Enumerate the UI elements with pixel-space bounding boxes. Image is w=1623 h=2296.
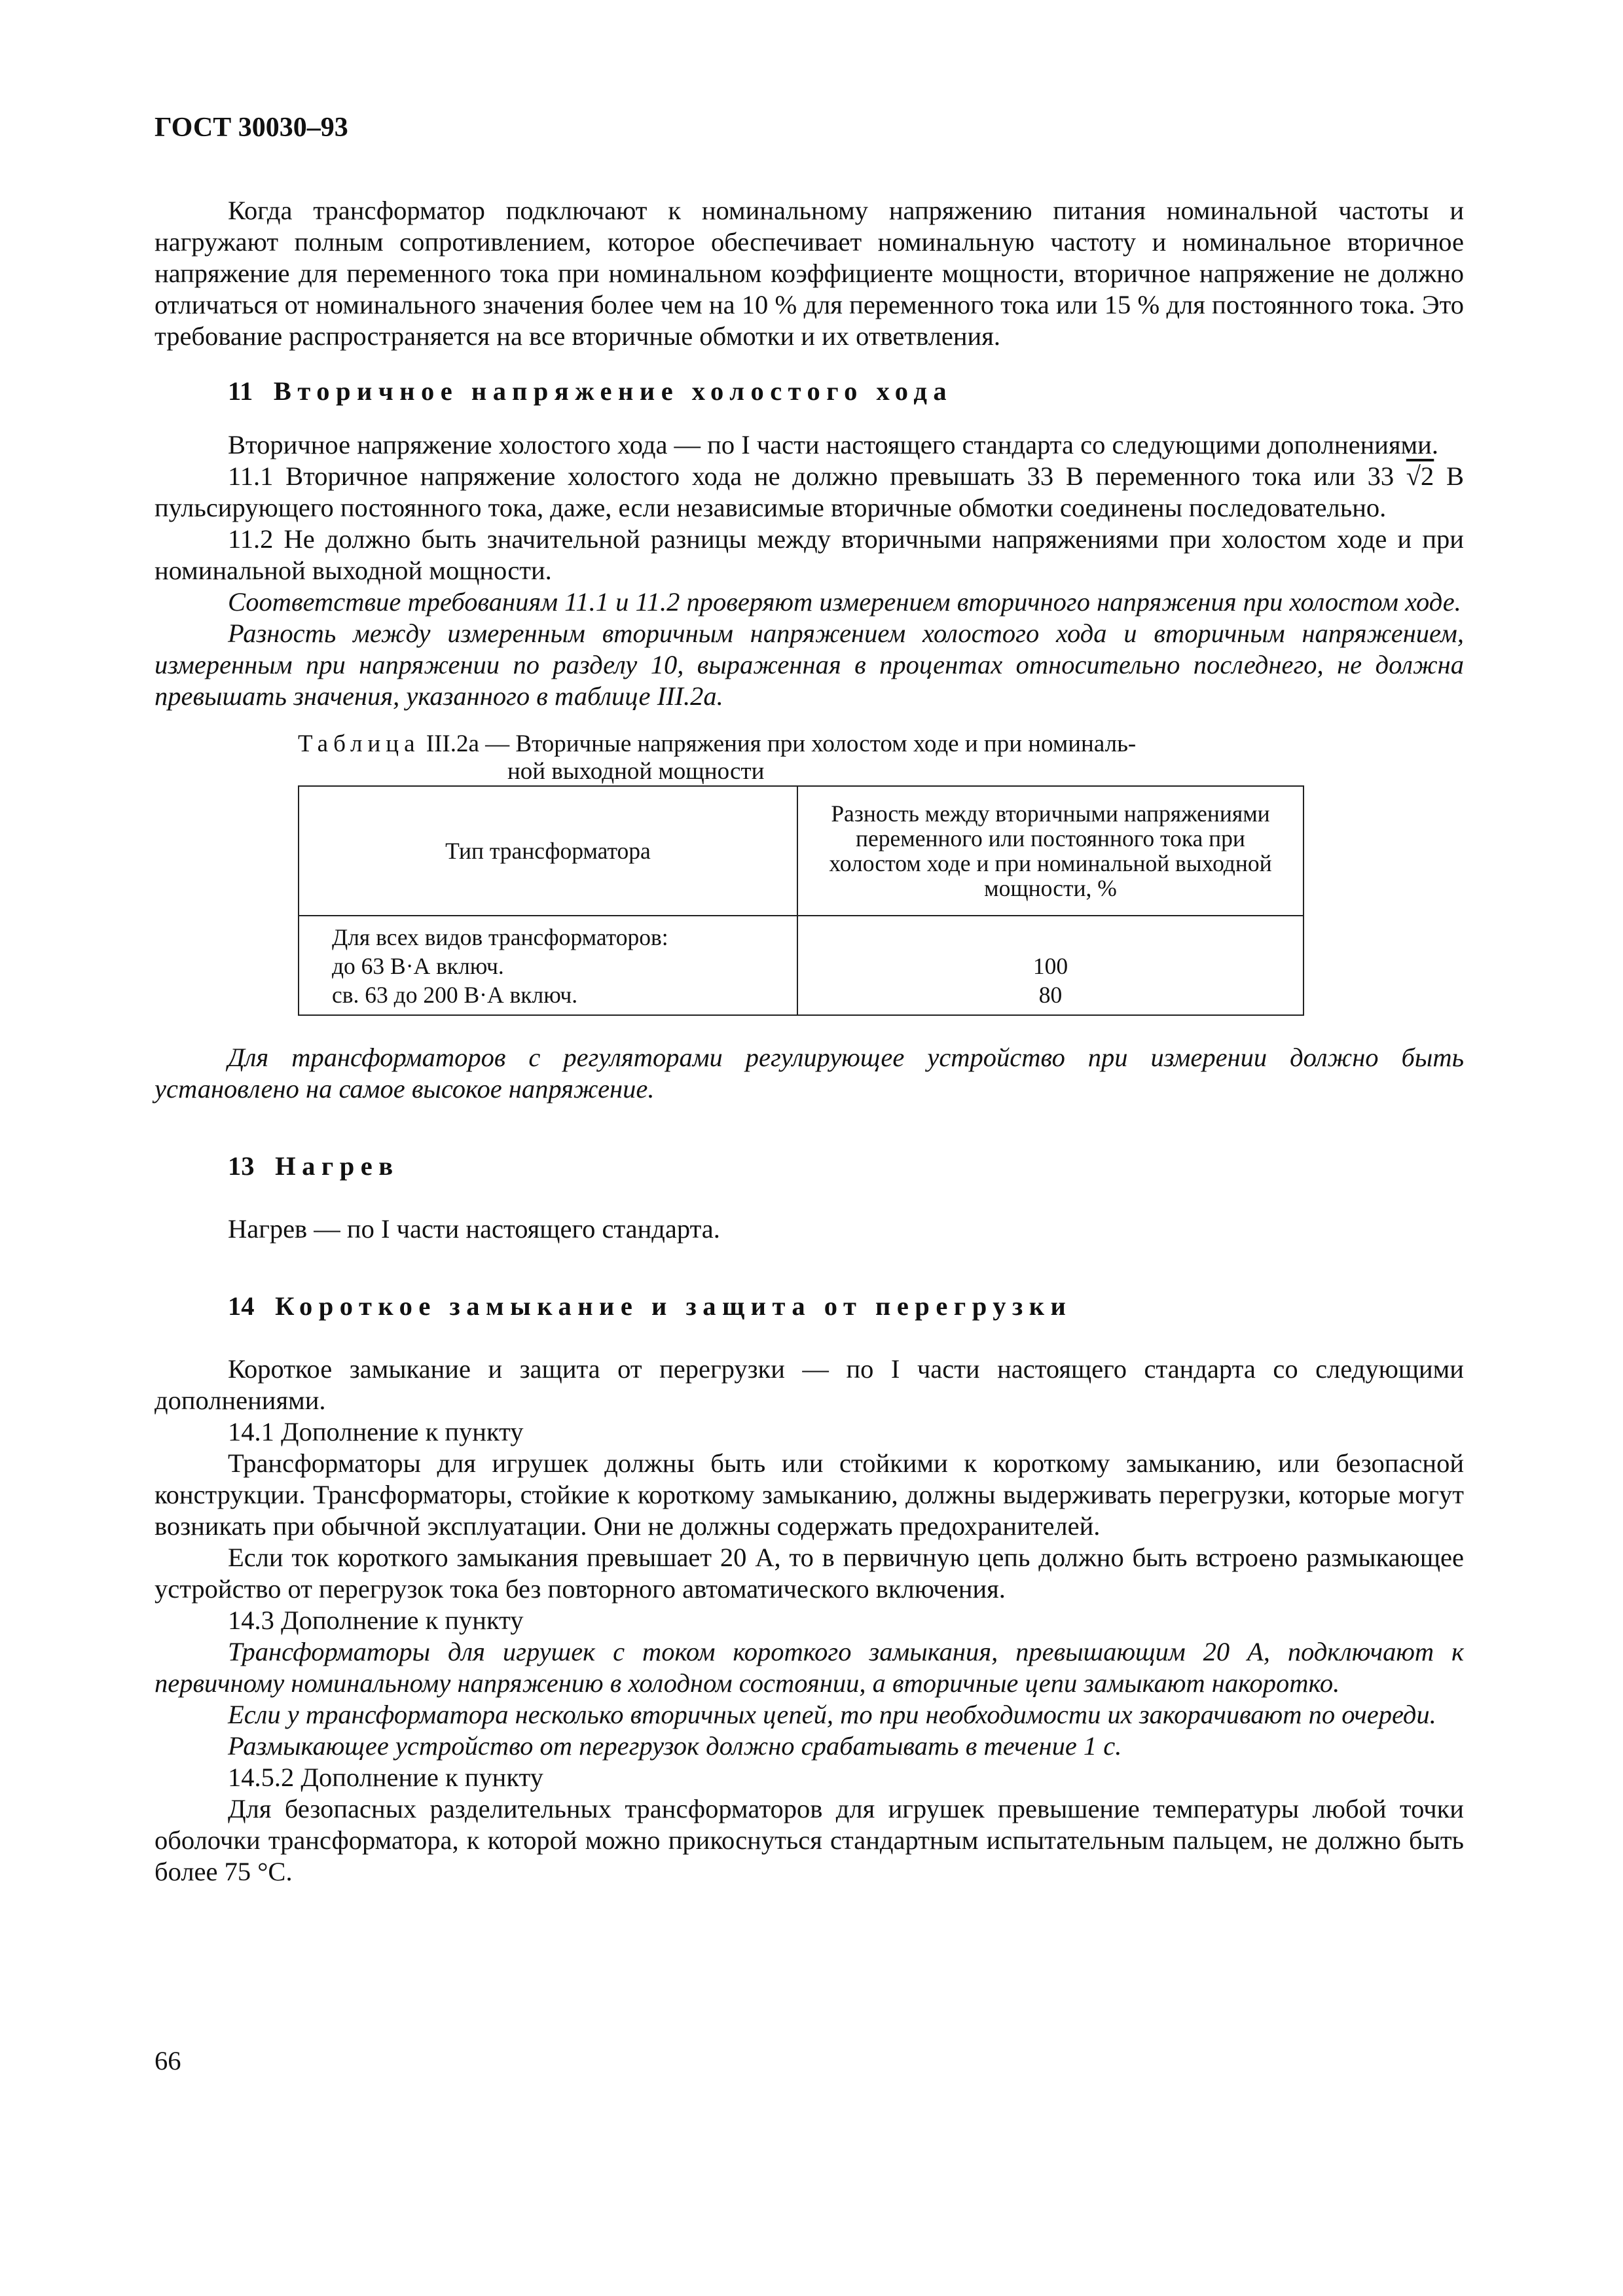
regulator-note: Для трансформаторов с регуляторами регулирующее устройство при измерении должно быть установлено на самое высокое напряжение. [155,1043,1464,1103]
section-title: Вторичное напряжение холостого хода [273,376,953,406]
section-title: Короткое замыкание и защита от перегрузки [275,1291,1072,1321]
clause-text: 11.1 Вторичное напряжение холостого хода не должно превышать 33 В переменного тока или 33 [228,461,1406,491]
section-13-heading [155,1151,1464,1182]
section-number: 11 [228,376,253,406]
clause-14-1: 14.1 Дополнение к пункту [228,1417,524,1446]
clause-text: В пульсирующего постоянного тока, даже, если независимые вторичные обмотки соединены последовательно. [155,461,1464,522]
voltage-table [298,785,1304,1016]
sqrt-symbol: √2 [1406,461,1434,491]
caption-continuation: ной выходной мощности [507,758,765,785]
section-11-heading [155,376,1464,407]
table-cell-text: св. 63 до 200 В·А включ. [332,982,578,1008]
trip-time-paragraph: Размыкающее устройство от перегрузок должно срабатывать в течение 1 с. [228,1731,1122,1761]
clause-14-5-2: 14.5.2 Дополнение к пункту [228,1763,543,1792]
page-number: 66 [155,2046,181,2075]
table-header-type: Тип трансформатора [299,786,797,916]
section-13-paragraph: Нагрев — по I части настоящего стандарта. [228,1214,720,1244]
short-circuit-current-paragraph: Если ток короткого замыкания превышает 20 А, то в первичную цепь должно быть встроено размыкающее устройство от перегрузок тока без повторного автоматического включения. [155,1543,1464,1604]
table-caption [155,730,1464,785]
clause-11-2: 11.2 Не должно быть значительной разницы между вторичными напряжениями при холостом ходе и при номинальной выходной мощности. [155,524,1464,585]
clause-11-1 [155,461,1464,524]
table-cell-text: Для всех видов трансформаторов: [332,924,668,950]
section-number: 13 [228,1151,255,1181]
table-cell-values [797,916,1304,1015]
table-header-difference: Разность между вторичными напряжениями переменного или постоянного тока при холостом ходе и при номинальной выходной мощности, % [797,786,1304,916]
compliance-paragraph: Соответствие требованиям 11.1 и 11.2 проверяют измерением вторичного напряжения при холостом ходе. [228,587,1461,617]
document-header: ГОСТ 30030–93 [155,113,348,143]
document-page [155,111,1464,1888]
section-11-paragraph: Вторичное напряжение холостого хода — по I части настоящего стандарта со следующими дополнениями. [228,430,1438,459]
table-cell-types [299,916,797,1015]
intro-paragraph: Когда трансформатор подключают к номинальному напряжению питания номинальной частоты и нагружают полным сопротивлением, которое обеспечивает номинальную частоту и номинальное вторичное напряжение для переменного тока при номинальном коэффициенте мощности, вторичное напряжение не должно отличаться от номинального значения более чем на 10 % для переменного тока или 15 % для постоянного тока. Это требование распространяется на все вторичные обмотки и их ответвления. [155,196,1464,351]
test-paragraph: Трансформаторы для игрушек с током короткого замыкания, превышающим 20 А, подключают к первичному номинальному напряжению в холодном состоянии, а вторичные цепи замыкают накоротко. [155,1637,1464,1698]
difference-paragraph: Разность между измеренным вторичным напряжением холостого хода и вторичным напряжением, измеренным при напряжении по разделу 10, выраженная в процентах относительно последнего, не должна превышать значения, указанного в таблице III.2а. [155,619,1464,711]
section-number: 14 [228,1291,255,1321]
section-title: Нагрев [275,1151,399,1181]
multiple-circuits-paragraph: Если у трансформатора несколько вторичных цепей, то при необходимости их закорачивают по очереди. [228,1700,1436,1729]
table-row [299,916,1304,1015]
table-cell-text: до 63 В·А включ. [332,953,504,979]
table-header-row [299,786,1304,916]
clause-14-3: 14.3 Дополнение к пункту [228,1605,524,1635]
section-14-paragraph: Короткое замыкание и защита от перегрузки — по I части настоящего стандарта со следующими дополнениями. [155,1354,1464,1415]
table-cell-value: 80 [1038,982,1063,1008]
section-14-heading [155,1291,1464,1322]
toy-transformers-paragraph: Трансформаторы для игрушек должны быть или стойкими к короткому замыканию, или безопасной конструкции. Трансформаторы, стойкие к короткому замыканию, должны выдерживать перегрузки, которые могут возникать при обычной эксплуатации. Они не должны содержать предохранителей. [155,1448,1464,1541]
caption-word: Таблица [298,730,420,757]
caption-text: III.2а — Вторичные напряжения при холостом ходе и при номиналь- [426,730,1137,757]
table-cell-value: 100 [1032,953,1068,979]
temperature-paragraph: Для безопасных разделительных трансформаторов для игрушек превышение температуры любой точки оболочки трансформатора, к которой можно прикоснуться стандартным испытательным пальцем, не должно быть более 75 °С. [155,1794,1464,1886]
